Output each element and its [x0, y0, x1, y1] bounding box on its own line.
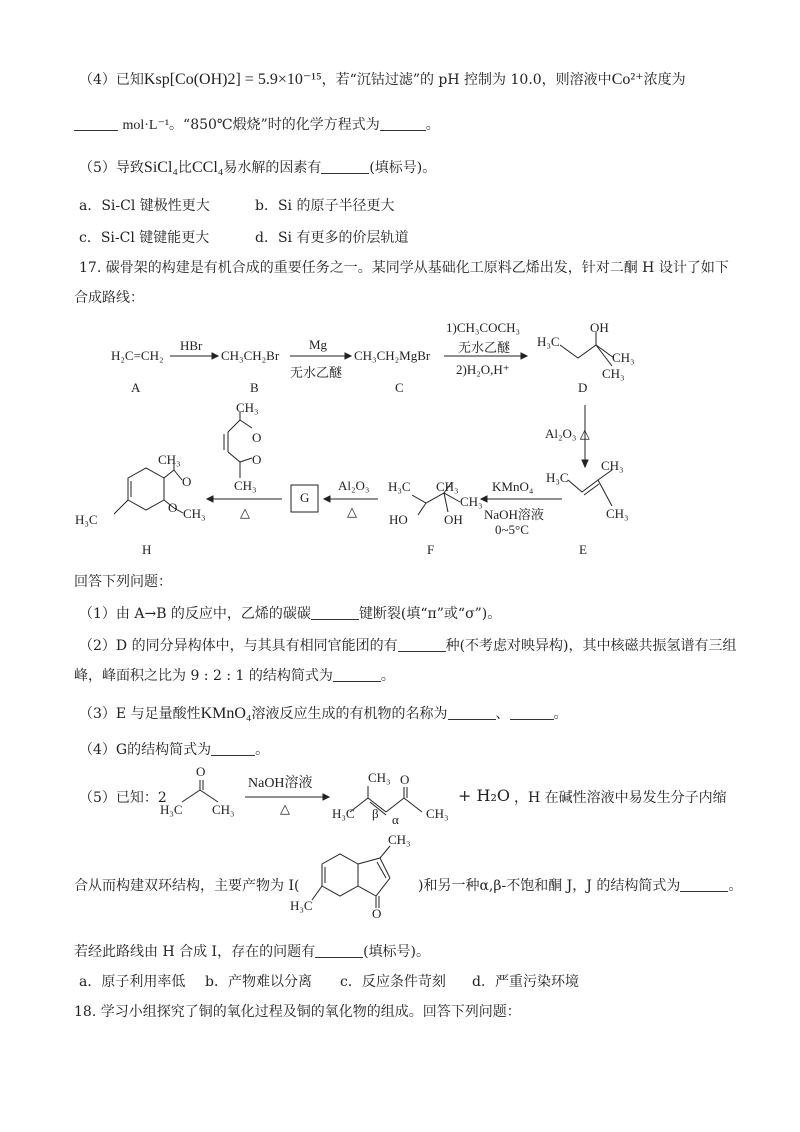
q4-text1: ，若“沉钴过滤”的 pH 控制为 10.0，则溶液中 [321, 72, 612, 88]
cobalt-ion: Co²⁺ [611, 71, 644, 88]
q17-stem-line1: 17. 碳骨架的构建是有机合成的重要任务之一。某同学从基础化工原料乙烯出发，针对二酮 H 设计了如下 [79, 260, 729, 276]
answer-blank [680, 877, 728, 892]
label-b: B [250, 380, 259, 395]
p5-line2-a: 合从而构建双环结构，主要产物为 I( [74, 878, 300, 894]
p1-text-b: 键断裂(填“π”或“σ”)。 [358, 606, 502, 622]
h-ch3-b: CH₃ [183, 506, 206, 521]
f-ho: HO [389, 512, 408, 527]
sicl4: SiCl₄ [143, 159, 178, 176]
p2-text-d: 。 [380, 668, 395, 684]
p5-line2-c: 。 [728, 878, 743, 894]
reagent-heat-2: △ [240, 505, 250, 520]
p2-text-a: （2）D 的同分异构体中，与其具有相同官能团的有 [79, 638, 398, 654]
p5-line3 [74, 942, 430, 962]
p3-text-d: 。 [553, 706, 568, 722]
p1-text-a: （1）由 A→B 的反应中，乙烯的碳碳 [79, 606, 311, 622]
p5-line2-b [418, 876, 742, 896]
ccl4: CCl₄ [191, 159, 224, 176]
f-oh: OH [444, 512, 463, 527]
acetone-h3c: H₃C [160, 802, 183, 817]
kmno4: KMnO₄ [200, 705, 252, 722]
dienone-ch3-b: CH₃ [234, 478, 257, 493]
q5-option-d: d．Si 有更多的价层轨道 [255, 230, 409, 246]
dienone-ch3-a: CH₃ [236, 400, 259, 415]
q5-option-c: c．Si-Cl 键键能更大 [79, 230, 210, 246]
f-ch3: CH₃ [436, 479, 459, 494]
p4-text-a: （4）G的结构简式为 [79, 742, 212, 758]
h-ch3-a: CH₃ [158, 452, 181, 467]
product-alpha: α [392, 812, 399, 827]
label-h: H [142, 542, 152, 557]
i-h3c: H₃C [290, 898, 313, 913]
d-ch3-b: CH₃ [602, 366, 625, 381]
p5-prefix: （5）已知：2 [79, 790, 167, 806]
p5-line2-b-text: )和另一种α,β-不饱和酮 J，J 的结构简式为 [418, 878, 681, 894]
answer-blank [333, 667, 381, 682]
product-o: O [400, 772, 410, 787]
answer-intro: 回答下列问题： [74, 574, 172, 590]
q17-part4 [79, 740, 269, 760]
answer-blank [510, 705, 554, 720]
ksp-expression: Ksp[Co(OH)2] = 5.9×10⁻¹⁵ [143, 71, 322, 88]
compound-c: CH₃CH₂MgBr [354, 348, 431, 363]
p5-option-a: a．原子利用率低 [79, 974, 186, 990]
answer-blank [398, 637, 446, 652]
answer-blank [211, 741, 255, 756]
e-h3c: H₃C [546, 470, 569, 485]
h-h3c: H₃C [75, 512, 98, 527]
product-ch3: CH₃ [368, 770, 391, 785]
h-o-2: O [168, 500, 178, 515]
p2-text-c: 峰，峰面积之比为 9 : 2 : 1 的结构简式为 [74, 668, 333, 684]
dienone-o-2: O [252, 452, 262, 467]
reagent-al2o3: Al₂O₃ [338, 478, 370, 493]
e-ch3-b: CH₃ [606, 506, 629, 521]
p5-after: ，H 在碱性溶液中易发生分子内缩 [514, 790, 727, 806]
reagent-ether: 无水乙醚 [290, 365, 343, 380]
product-h3c: H₃C [332, 806, 355, 821]
reagent-hbr: HBr [180, 338, 203, 353]
e-ch3-a: CH₃ [601, 458, 624, 473]
heat-symbol: △ [280, 801, 290, 816]
reagent-mg: Mg [309, 337, 328, 352]
plus-water: + H₂O [458, 786, 510, 805]
p5-option-d: d．严重污染环境 [472, 974, 579, 990]
reagent-water-acid: 2)H₂O,H⁺ [456, 362, 510, 377]
q5-option-a: a．Si-Cl 键极性更大 [79, 198, 210, 214]
product-beta: β [372, 806, 379, 821]
p3-text-c: 、 [495, 706, 510, 722]
compound-g: G [300, 490, 310, 505]
q5-mid: 比 [177, 160, 192, 176]
p5-line3-b: (填标号)。 [363, 944, 431, 960]
q17-stem-line2: 合成路线： [74, 290, 144, 306]
f-ch3-b: CH₃ [460, 494, 483, 509]
p3-text-a: （3）E 与足量酸性 [79, 706, 201, 722]
reagent-temp: 0~5°C [495, 522, 529, 537]
q18-stem: 18. 学习小组探究了铜的氧化过程及铜的氧化物的组成。回答下列问题： [74, 1004, 521, 1020]
acetone-o: O [196, 764, 206, 779]
reagent-ether-2: 无水乙醚 [458, 340, 511, 355]
label-f: F [427, 542, 435, 557]
product-ch3-b: CH₃ [426, 806, 449, 821]
h-o-1: O [182, 474, 192, 489]
answer-blank [448, 705, 496, 720]
q5-prefix: （5）导致 [79, 160, 144, 176]
q5-text: 易水解的因素有 [223, 160, 322, 176]
compound-b: CH₃CH₂Br [221, 348, 280, 363]
i-o: O [372, 906, 382, 921]
reagent-naoh: NaOH溶液 [484, 507, 544, 522]
q17-part2-line1 [79, 636, 737, 656]
d-ch3-a: CH₃ [612, 350, 635, 365]
q17-part2-line2 [74, 666, 395, 686]
label-d: D [578, 380, 588, 395]
q4-unit: mol·L⁻¹ [122, 118, 170, 133]
label-a: A [131, 380, 141, 395]
q5-option-b: b．Si 的原子半径更大 [255, 198, 395, 214]
d-oh: OH [590, 320, 609, 335]
acetone-ch3: CH₃ [212, 802, 235, 817]
label-c: C [395, 380, 404, 395]
answer-blank [311, 605, 359, 620]
q4-prefix: （4）已知 [79, 72, 144, 88]
answer-blank [315, 943, 363, 958]
q4-text3: 。“850℃煅烧”时的化学方程式为 [169, 117, 380, 133]
q17-part3 [79, 704, 568, 724]
compound-a: H₂C=CH₂ [111, 348, 164, 363]
naoh-reagent: NaOH溶液 [248, 776, 313, 791]
p5-option-c: c．反应条件苛刻 [340, 974, 446, 990]
p5-option-b: b．产物难以分离 [205, 974, 312, 990]
p3-text-b: 溶液反应生成的有机物的名称为 [251, 706, 448, 722]
q4-end: 。 [425, 117, 440, 133]
q4-text2: 浓度为 [643, 72, 686, 88]
reagent-kmno4: KMnO₄ [492, 479, 534, 494]
p4-text-b: 。 [255, 742, 270, 758]
reagent-heat: △ [347, 504, 357, 519]
q5-suffix: (填标号)。 [369, 160, 437, 176]
reagent-al2o3-heat: Al₂O₃ △ [545, 426, 590, 441]
p5-line3-text: 若经此路线由 H 合成 I，存在的问题有 [74, 944, 316, 960]
p2-text-b: 种(不考虑对映异构)，其中核磁共振氢谱有三组 [445, 638, 737, 654]
f-h3c: H₃C [388, 479, 411, 494]
dienone-o-1: O [252, 430, 262, 445]
label-e: E [579, 542, 587, 557]
i-ch3: CH₃ [388, 832, 411, 847]
q17-part1 [79, 604, 501, 624]
reagent-acetone: 1)CH₃COCH₃ [446, 320, 521, 335]
d-h3c: H₃C [537, 334, 560, 349]
